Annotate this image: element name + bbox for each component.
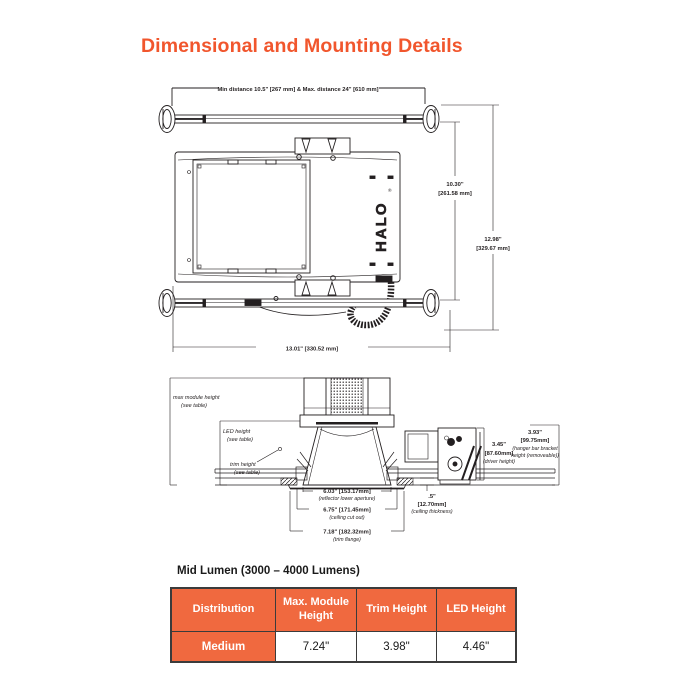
label-trim-height: trim height — [230, 462, 256, 468]
plan-view-lines — [159, 83, 499, 352]
dim-ceiling-cutout: 6.75" [171.45mm] — [323, 507, 371, 514]
table-header-row — [171, 588, 516, 632]
plan-view-drawing — [148, 76, 552, 374]
label-led-height-note: (see table) — [227, 437, 253, 443]
dim-reflector-aperture: 6.03" [153.17mm] — [323, 489, 371, 495]
cell-max-module-height: 7.24" — [276, 632, 357, 663]
dim-ceiling-cutout-desc: (ceiling cut out) — [329, 515, 365, 521]
col-header-led-height: LED Height — [437, 588, 517, 632]
dim-ceiling-thickness-in: .5" — [428, 494, 436, 500]
col-header-trim-height: Trim Height — [357, 588, 437, 632]
halo-logo-registered-mark: ® — [388, 189, 392, 194]
table-row — [171, 632, 516, 663]
dim-ceiling-thickness-desc: (ceiling thickness) — [411, 509, 453, 515]
plan-dim-frame-height-mm: [261.58 mm] — [438, 191, 472, 197]
halo-logo: HALO — [373, 201, 390, 252]
plan-dim-hanger-span: Min distance 10.5" [267 mm] & Max. distance 24" [610 mm] — [217, 87, 379, 93]
plan-dim-overall-height-mm: [329.67 mm] — [476, 246, 510, 252]
cell-led-height: 4.46" — [437, 632, 517, 663]
col-header-max-module-height: Max. Module Height — [276, 588, 357, 632]
dim-driver-height-desc: (driver height) — [482, 459, 516, 465]
cell-distribution: Medium — [171, 632, 276, 663]
dim-ceiling-thickness-mm: [12.70mm] — [417, 502, 447, 508]
plan-dim-frame-height-in: 10.30" — [446, 182, 464, 188]
dim-driver-height-in: 3.45" — [491, 442, 507, 448]
section-view-drawing — [150, 372, 570, 562]
label-max-module-height-note: (see table) — [181, 403, 207, 409]
dim-trim-flange: 7.18" [182.32mm] — [323, 529, 371, 536]
label-led-height: LED height — [223, 429, 251, 435]
plan-dim-width: 13.01" [330.52 mm] — [285, 346, 339, 353]
label-trim-height-note: (see table) — [234, 470, 260, 476]
table-caption: Mid Lumen (3000 – 4000 Lumens) — [177, 565, 360, 577]
dim-hanger-bracket-in: 3.93" — [527, 430, 543, 436]
plan-dim-overall-height-in: 12.98" — [484, 237, 502, 243]
dimensions-table — [170, 587, 517, 663]
dim-reflector-aperture-desc: (reflector lower aperture) — [318, 496, 376, 502]
col-header-distribution: Distribution — [171, 588, 276, 632]
dimensions-table-wrap — [170, 587, 517, 663]
dim-trim-flange-desc: (trim flange) — [333, 537, 361, 543]
cell-trim-height: 3.98" — [357, 632, 437, 663]
dim-hanger-bracket-desc-2: height (removeable)) — [511, 453, 559, 459]
dim-driver-height-mm: [87.60mm] — [484, 451, 514, 457]
label-max-module-height: max module height — [173, 395, 220, 401]
dim-hanger-bracket-mm: [99.75mm] — [520, 438, 550, 444]
page-title: Dimensional and Mounting Details — [141, 35, 463, 57]
dim-hanger-bracket-desc-1: (hanger bar bracket — [512, 446, 558, 452]
